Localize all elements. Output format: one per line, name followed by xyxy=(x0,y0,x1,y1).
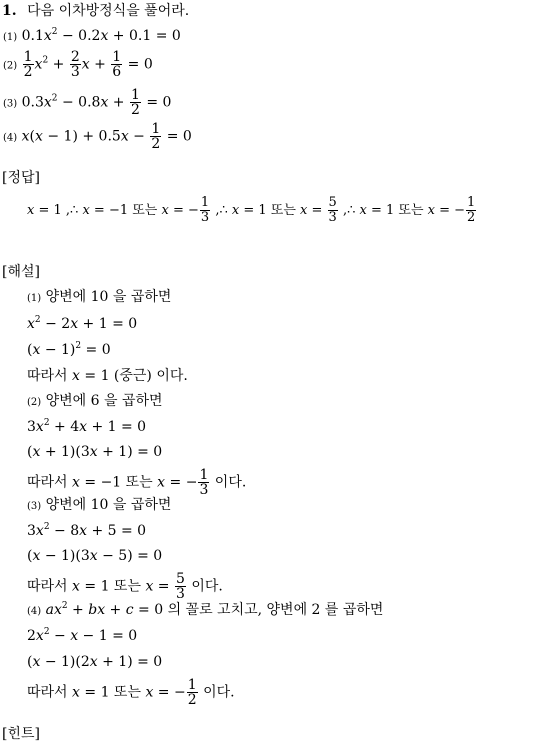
solution-line: 따라서 x = 1 (중근) 이다. xyxy=(27,368,188,384)
item-label: (4) xyxy=(3,132,18,144)
solution-line: $3x^2 + 4x + 1 = 0$ xyxy=(27,418,147,435)
problem-header xyxy=(2,3,189,19)
solution-line: $(x - 1)^2 = 0$ xyxy=(27,341,111,358)
item-label: (1) xyxy=(3,32,18,43)
hint-heading: [힌트] xyxy=(2,726,40,742)
solution-line: $x^2 - 2x + 1 = 0$ xyxy=(27,315,138,332)
answer-line: x = 1 ,∴ x = −1 또는 x = − $\frac{1}{3}$ ,∴ x = 1 또는 x = $\frac{5}{3}$ ,∴ x = 1 또는 x = − $\frac{1}{2}$ xyxy=(27,195,476,225)
problem-title: 다음 이차방정식을 풀어라. xyxy=(27,3,190,19)
answer-heading: [정답] xyxy=(2,170,40,186)
problem-item-2: (2) $\frac{1}{2}$ $x^2$ + $\frac{2}{3}$ x + $\frac{1}{6}$ = 0 xyxy=(3,49,153,80)
solution-line: 따라서 x = −1 또는 x = − $\frac{1}{3}$ 이다. xyxy=(27,467,247,498)
solution-heading: [해설] xyxy=(2,264,40,280)
item-label: (3) xyxy=(3,98,18,110)
solution-line: (x + 1)(3x + 1) = 0 xyxy=(27,444,163,460)
solution-line: $3x^2 - 8x + 5 = 0$ xyxy=(27,522,147,539)
problem-number: 1. xyxy=(2,3,17,19)
solution-line: (x − 1)(2x + 1) = 0 xyxy=(27,654,163,670)
item-label: (2) xyxy=(3,60,18,72)
solution-line: (3) 양변에 10 을 곱하면 xyxy=(27,497,172,513)
solution-line: 따라서 x = 1 또는 x = − $\frac{1}{2}$ 이다. xyxy=(27,677,235,708)
solution-line: (4) $ax^2$ + bx + c = 0 의 꼴로 고치고, 양변에 2 를 곱하면 xyxy=(27,601,384,618)
problem-item-1: (1) $0.1x^2 - 0.2x + 0.1 = 0$ xyxy=(3,27,181,44)
solution-line: (x − 1)(3x − 5) = 0 xyxy=(27,548,163,564)
solution-line: (1) 양변에 10 을 곱하면 xyxy=(27,289,172,305)
problem-item-3: (3) $0.3x^2 - 0.8x$ + $\frac{1}{2}$ = 0 xyxy=(3,87,172,118)
solution-line: 따라서 x = 1 또는 x = $\frac{5}{3}$ 이다. xyxy=(27,571,223,602)
problem-item-4: (4) x(x − 1) + 0.5x − $\frac{1}{2}$ = 0 xyxy=(3,121,192,152)
solution-line: (2) 양변에 6 을 곱하면 xyxy=(27,393,163,409)
solution-line: $2x^2 - x - 1 = 0$ xyxy=(27,627,138,644)
